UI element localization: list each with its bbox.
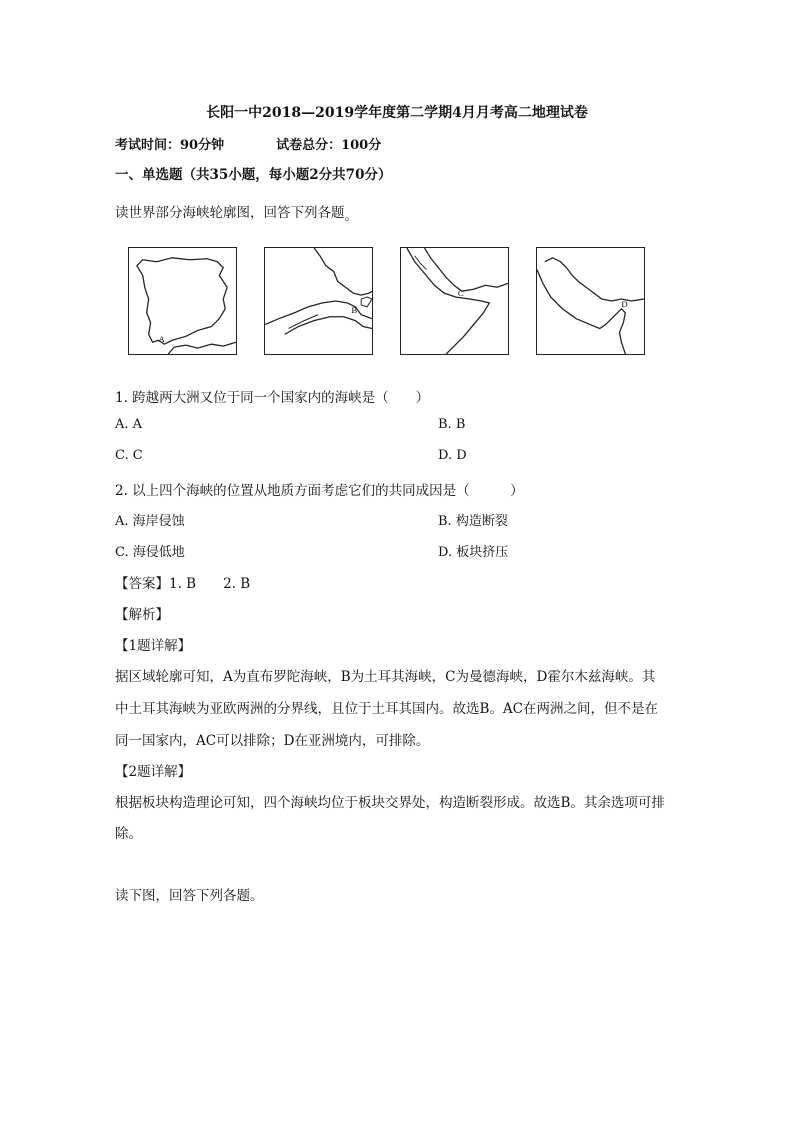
detail-1-line-1: 据区域轮廓可知，A为直布罗陀海峡，B为土耳其海峡，C为曼德海峡，D霍尔木兹海峡。其 [115, 669, 656, 685]
detail-2-line-2: 除。 [115, 826, 142, 842]
marmara-south [285, 317, 372, 335]
q2-option-a: A. 海岸侵蚀 [115, 514, 185, 529]
dardanelles [289, 315, 318, 329]
map-d-svg [537, 248, 644, 354]
map-d-hormuz [536, 247, 645, 355]
bosporus [361, 297, 372, 307]
red-sea-inner [415, 256, 427, 270]
question-group-intro [115, 201, 358, 224]
total-score: 试卷总分：100分 [276, 138, 382, 153]
q2-stem: 2. 以上四个海峡的位置从地质方面考虑它们的共同成因是（ ） [115, 483, 524, 499]
map-d-label: D [621, 298, 628, 309]
q1-stem: 1. 跨越两大洲又位于同一个国家内的海峡是（ ） [115, 390, 430, 406]
answer-line: 【答案】1. B 2. B [115, 576, 251, 592]
black-sea-coast [314, 248, 372, 295]
iran-coast [545, 258, 644, 301]
intro-text: 读世界部分海峡轮廓图，回答下列各题 [115, 205, 345, 221]
africa-horn-coast [407, 248, 489, 354]
detail-1-line-2: 中土耳其海峡为亚欧两洲的分界线，且位于土耳其国内。故选B。AC在两洲之间，但不是在 [115, 701, 658, 717]
exam-time: 考试时间：90分钟 [115, 138, 225, 153]
detail-2-line-1: 根据板块构造理论可知，四个海峡均位于板块交界处，构造断裂形成。故选B。其余选项可排 [115, 795, 665, 811]
map-a-gibraltar [128, 247, 237, 355]
exam-meta [115, 134, 381, 153]
detail-1-label: 【1题详解】 [115, 638, 192, 654]
iberia-coast [137, 258, 227, 344]
map-c-svg [401, 248, 508, 354]
question-group-2-intro: 读下图，回答下列各题。 [115, 888, 264, 904]
map-a-label: A [158, 334, 165, 345]
map-a-svg [129, 248, 236, 354]
q1-option-b: B. B [438, 417, 466, 432]
map-b-turkish-straits [264, 247, 373, 355]
arabia-gulf-coast [537, 270, 625, 354]
section-heading: 一、单选题（共35小题，每小题2分共70分） [115, 167, 392, 183]
arabia-coast [425, 248, 508, 291]
q1-option-a: A. A [115, 417, 143, 432]
page-title: 长阳一中2018—2019学年度第二学期4月月考高二地理试卷 [206, 105, 588, 121]
q1-option-d: D. D [438, 448, 467, 463]
detail-1-line-3: 同一国家内，AC可以排除；D在亚洲境内，可排除。 [115, 733, 430, 749]
strait-maps [128, 247, 656, 357]
q2-option-d: D. 板块挤压 [438, 545, 509, 560]
africa-coast [168, 342, 236, 354]
intro-tail: 。 [344, 208, 358, 224]
map-b-svg [265, 248, 372, 354]
map-c-label: C [457, 288, 464, 299]
q1-option-c: C. C [115, 448, 143, 463]
q2-option-b: B. 构造断裂 [438, 514, 508, 529]
map-c-bab-el-mandeb [400, 247, 509, 355]
detail-2-label: 【2题详解】 [115, 764, 192, 780]
analysis-label: 【解析】 [115, 607, 169, 623]
map-b-label: B [351, 304, 358, 315]
q2-option-c: C. 海侵低地 [115, 545, 185, 560]
